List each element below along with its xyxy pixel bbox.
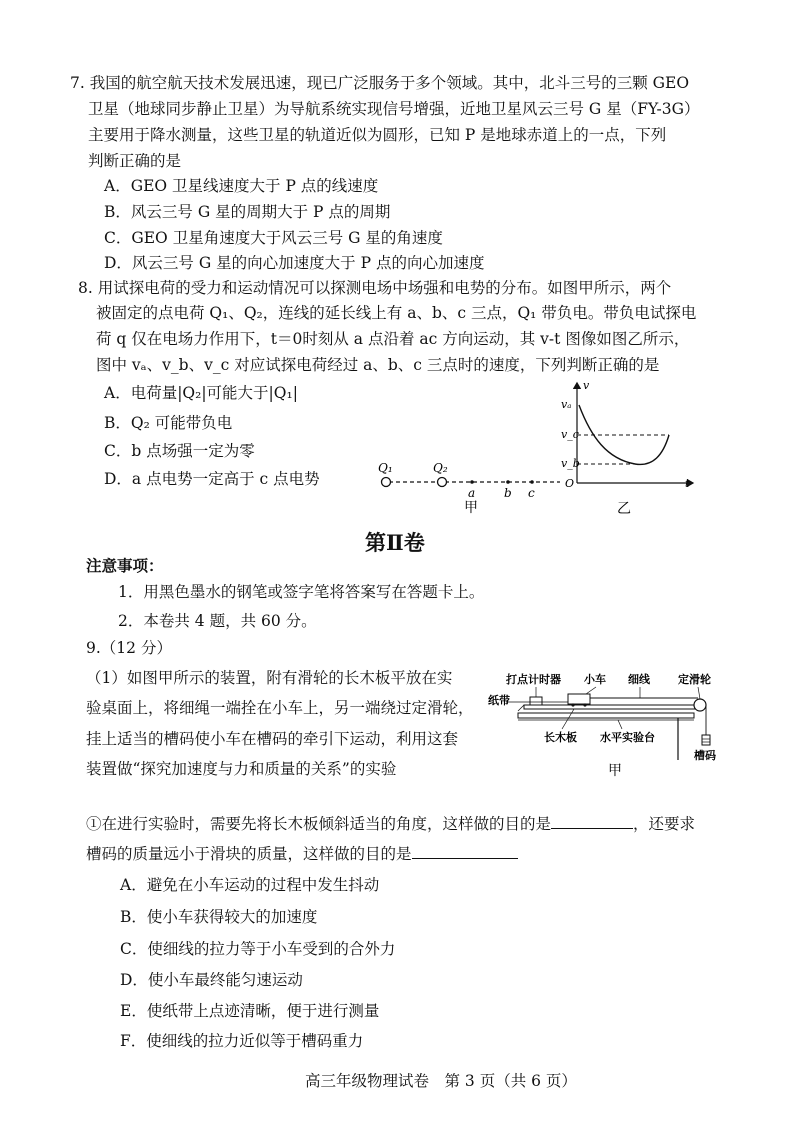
q8-jia-q2-label: Q₂ [433, 461, 448, 475]
q8-yi-caption: 乙 [617, 501, 631, 517]
q7-line-1: 7. 我国的航空航天技术发展迅速，现已广泛服务于多个领域。其中，北斗三号的三颗 GEO [70, 74, 690, 92]
q8-yi-vb-label: v_b [561, 457, 580, 470]
q9-sub1-text-b: ，还要求 [633, 815, 696, 833]
q8-yi-vc-label: v_c [561, 428, 579, 441]
q7-option-a: A．GEO 卫星线速度大于 P 点的线速度 [104, 177, 379, 195]
part2-title: 第Ⅱ卷 [365, 530, 425, 555]
q8-figure-yi [555, 375, 705, 520]
q9-fig-table-label: 水平实验台 [600, 731, 655, 744]
q8-jia-q1-circle [382, 478, 391, 487]
q8-line-1: 8. 用试探电荷的受力和运动情况可以探测电场中场强和电势的分布。如图甲所示，两个 [78, 279, 672, 297]
q9-line-2: 验桌面上，将细绳一端拴在小车上，另一端绕过定滑轮， [86, 699, 474, 717]
q9-fig-timer-label: 打点计时器 [506, 673, 561, 686]
q8-jia-c-dot [530, 480, 534, 484]
notice-title: 注意事项： [86, 556, 164, 575]
q9-cart-shape [568, 694, 590, 704]
q8-jia-a-dot [470, 480, 474, 484]
q9-line-3: 挂上适当的槽码使小车在槽码的牵引下运动，利用这套 [86, 730, 459, 748]
q9-option-b: B．使小车获得较大的加速度 [120, 908, 318, 926]
q7-option-c: C．GEO 卫星角速度大于风云三号 G 星的角速度 [104, 229, 443, 247]
q9-weight-shape [702, 735, 710, 745]
q8-option-a: A．电荷量|Q₂|可能大于|Q₁| [104, 384, 298, 402]
q9-option-a: A．避免在小车运动的过程中发生抖动 [120, 876, 380, 894]
q9-line-4: 装置做“探究加速度与力和质量的关系”的实验 [86, 760, 397, 778]
q9-sub1-text-a: ①在进行实验时，需要先将长木板倾斜适当的角度，这样做的目的是 [86, 815, 552, 833]
q8-jia-b-label: b [504, 486, 512, 500]
q8-option-d: D．a 点电势一定高于 c 点电势 [104, 470, 320, 488]
q9-long-board [524, 705, 696, 709]
q9-fig-weight-label: 槽码 [694, 749, 716, 762]
q7-option-d: D．风云三号 G 星的向心加速度大于 P 点的向心加速度 [104, 254, 485, 272]
q9-option-c: C．使细线的拉力等于小车受到的合外力 [120, 940, 396, 958]
q9-pulley-shape [694, 699, 706, 711]
q7-line-2: 卫星（地球同步静止卫星）为导航系统实现信号增强，近地卫星风云三号 G 星（FY-3G） [88, 100, 700, 118]
q8-line-3: 荷 q 仅在电场力作用下，t＝0时刻从 a 点沿着 ac 方向运动，其 v-t 图像如图乙所示， [96, 330, 690, 348]
q8-yi-va-label: vₐ [561, 398, 572, 411]
q7-line-3: 主要用于降水测量，这些卫星的轨道近似为圆形，已知 P 是地球赤道上的一点，下列 [88, 126, 667, 144]
q8-jia-c-label: c [528, 486, 535, 500]
q9-fig-pulley-label: 定滑轮 [678, 673, 711, 686]
notice-item-2: 2．本卷共 4 题，共 60 分。 [118, 612, 317, 630]
q8-yi-origin-label: O [565, 477, 575, 490]
q8-jia-q2-circle [438, 478, 447, 487]
q9-timer-shape [530, 697, 542, 705]
q9-sub1-text-c: 槽码的质量远小于滑块的质量，这样做的目的是 [86, 845, 412, 863]
q9-option-d: D．使小车最终能匀速运动 [120, 971, 303, 989]
q8-jia-q1-label: Q₁ [378, 461, 393, 475]
q8-line-4: 图中 vₐ、v_b、v_c 对应试探电荷经过 a、b、c 三点时的速度，下列判断正确的是 [96, 356, 660, 374]
q8-option-b: B．Q₂ 可能带负电 [104, 414, 233, 432]
q9-line-1: （1）如图甲所示的装置，附有滑轮的长木板平放在实 [86, 669, 453, 687]
q9-option-f: F．使细线的拉力近似等于槽码重力 [120, 1032, 364, 1050]
q8-jia-caption: 甲 [464, 500, 478, 515]
q9-fig-caption: 甲 [608, 763, 622, 779]
q9-apparatus-figure [488, 665, 728, 780]
q9-fig-board-label: 长木板 [544, 731, 577, 744]
q9-sub1-line-2 [86, 842, 518, 865]
q9-answer-blank-2[interactable] [412, 842, 518, 859]
q9-fig-cart-label: 小车 [584, 673, 606, 686]
page-footer: 高三年级物理试卷 第 3 页（共 6 页） [305, 1072, 577, 1090]
q9-head: 9.（12 分） [86, 639, 172, 657]
q8-option-c: C．b 点场强一定为零 [104, 442, 255, 460]
q9-answer-blank-1[interactable] [551, 812, 633, 829]
q8-yi-v-label: v [583, 379, 590, 392]
q7-option-b: B．风云三号 G 星的周期大于 P 点的周期 [104, 203, 391, 221]
q9-fig-tape-label: 纸带 [488, 694, 510, 707]
notice-item-1: 1．用黑色墨水的钢笔或签字笔将答案写在答题卡上。 [118, 583, 485, 601]
q8-figure-jia [370, 450, 570, 515]
q9-table-top [518, 713, 694, 718]
q8-jia-b-dot [506, 480, 510, 484]
q9-fig-string-label: 细线 [628, 673, 650, 686]
q7-line-4: 判断正确的是 [88, 152, 182, 170]
q8-jia-a-label: a [468, 486, 476, 500]
q8-yi-t-label: t [685, 477, 690, 490]
q8-line-2: 被固定的点电荷 Q₁、Q₂，连线的延长线上有 a、b、c 三点，Q₁ 带负电。带负电试探电 [96, 304, 697, 322]
q9-option-e: E．使纸带上点迹清晰，便于进行测量 [120, 1002, 380, 1020]
q9-sub1-line-1 [86, 812, 695, 835]
